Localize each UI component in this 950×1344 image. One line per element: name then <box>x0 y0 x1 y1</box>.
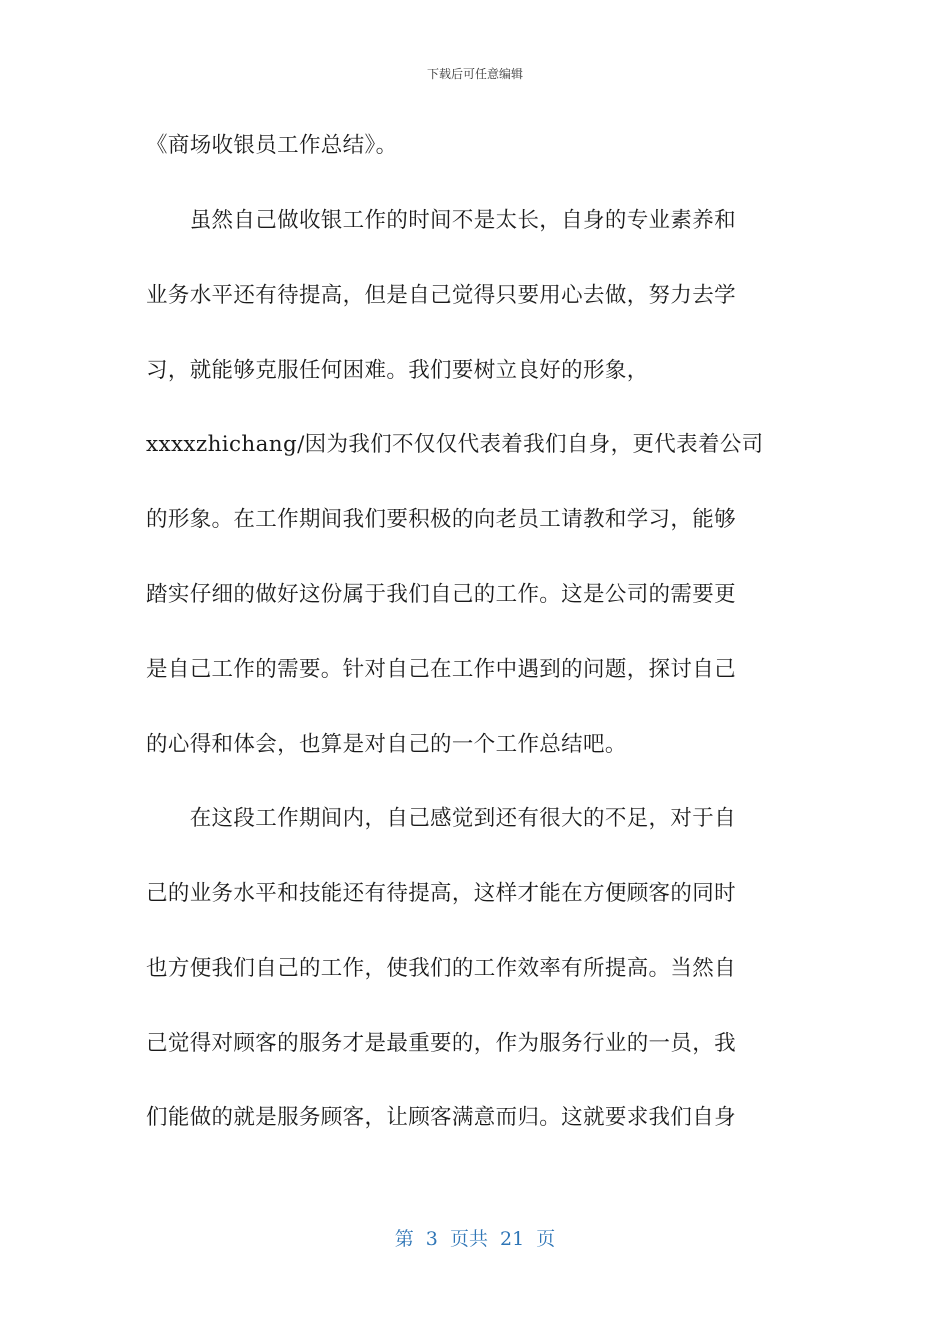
body-line: 的形象。在工作期间我们要积极的向老员工请教和学习，能够 <box>146 507 736 532</box>
body-line: 在这段工作期间内，自己感觉到还有很大的不足，对于自 <box>146 806 736 831</box>
body-line: 习，就能够克服任何困难。我们要树立良好的形象， <box>146 358 649 383</box>
body-line: 的心得和体会，也算是对自己的一个工作总结吧。 <box>146 732 627 757</box>
body-line: 是自己工作的需要。针对自己在工作中遇到的问题，探讨自己 <box>146 657 736 682</box>
page-header: 下载后可任意编辑 <box>426 67 523 81</box>
body-line: 己的业务水平和技能还有待提高，这样才能在方便顾客的同时 <box>146 881 736 906</box>
body-line: 己觉得对顾客的服务才是最重要的，作为服务行业的一员，我 <box>146 1031 736 1056</box>
body-line: 踏实仔细的做好这份属于我们自己的工作。这是公司的需要更 <box>146 582 736 607</box>
body-line: 也方便我们自己的工作，使我们的工作效率有所提高。当然自 <box>146 956 736 981</box>
body-line: xxxxzhichang/因为我们不仅仅代表着我们自身，更代表着公司 <box>146 432 764 457</box>
body-line: 业务水平还有待提高，但是自己觉得只要用心去做，努力去学 <box>146 283 736 308</box>
body-line: 虽然自己做收银工作的时间不是太长，自身的专业素养和 <box>146 208 736 233</box>
body-line: 《商场收银员工作总结》。 <box>146 133 398 158</box>
body-line: 们能做的就是服务顾客，让顾客满意而归。这就要求我们自身 <box>146 1105 736 1130</box>
page-footer: 第 3 页共 21 页 <box>394 1228 556 1250</box>
